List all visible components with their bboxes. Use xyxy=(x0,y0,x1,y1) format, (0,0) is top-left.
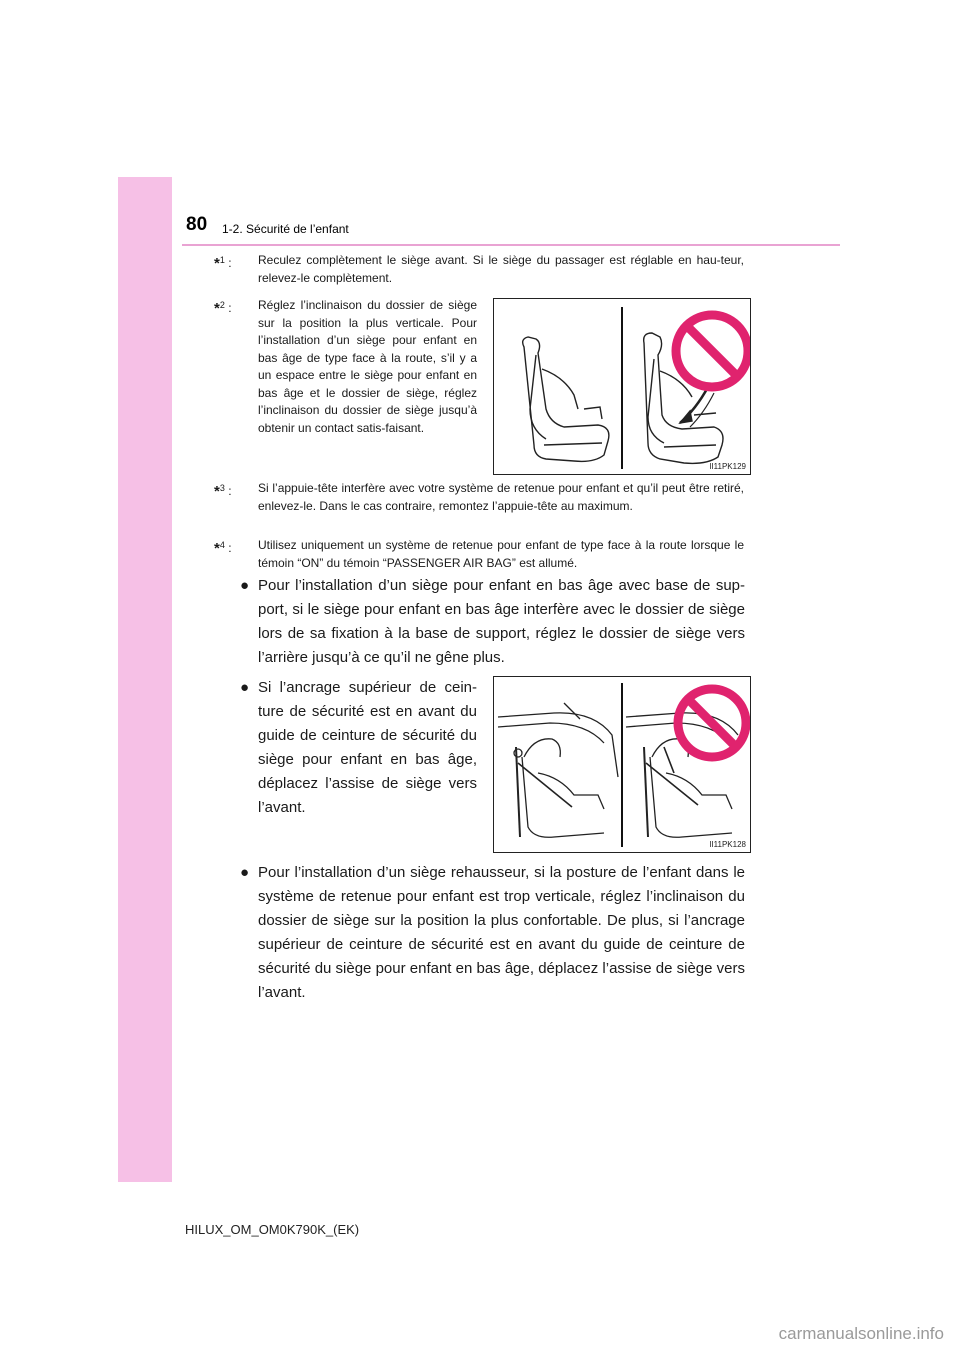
note-2-text: Réglez l’inclinaison du dossier de siège sur la position la plus verticale. Pour l’installation d’un siège pour enfant en bas âge de type face à la route, s’il y a un espace entre le siège pour enfant en bas âge et le dossier de siège, réglez l’inclinaison du dossier de siège jusqu’à obtenir un contact satis-faisant. xyxy=(258,298,477,435)
note-3-text: Si l’appuie-tête interfère avec votre système de retenue pour enfant et qu’il peut être retiré, enlevez-le. Dans le cas contraire, remontez l’appuie-tête au maximum. xyxy=(258,481,744,513)
note-3: *$^3$ : Si l’appuie-tête interfère avec votre système de retenue pour enfant et qu’il peut être retiré, enlevez-le. Dans le cas contraire, remontez l’appuie-tête au maximum. xyxy=(214,480,744,515)
page-number: 80 xyxy=(186,214,208,235)
figure-code: II11PK128 xyxy=(709,840,746,849)
note-2: *$^2$ : Réglez l’inclinaison du dossier de siège sur la position la plus verticale. Pour l’installation d’un siège pour enfant en bas âge de type face à la route, s’il y a un espace entre le siège pour enfant en bas âge et le dossier de siège, réglez l’inclinaison du dossier de siège jusqu’à obtenir un contact satis-faisant. xyxy=(214,297,477,437)
bullet-3-text: Pour l’installation d’un siège rehausseur, si la posture de l’enfant dans le système de retenue pour enfant est trop verticale, réglez l’inclinaison du dossier de siège sur la position la plus confortable. De plus, si l’ancrage supérieur de ceinture de sécurité est en avant du guide de ceinture de sécurité du siège pour enfant en bas âge, déplacez l’assise de siège vers l’avant. xyxy=(258,864,745,1001)
vehicle-seat-illustration xyxy=(494,677,750,852)
bullet-2 xyxy=(240,676,477,820)
bullet-1-text: Pour l’installation d’un siège pour enfant en bas âge avec base de sup-port, si le siège pour enfant en bas âge interfère avec le dossier de siège lors de sa fixation à la base de support, réglez le dossier de siège vers l’arrière jusqu’à ce qu’il ne gêne plus. xyxy=(258,577,745,666)
bullet-1 xyxy=(240,574,745,670)
bullet-2-text: Si l’ancrage supérieur de cein-ture de sécurité est en avant du guide de ceinture de sécurité du siège pour enfant en bas âge, déplacez l’assise de siège vers l’avant. xyxy=(258,679,477,816)
note-1: *$^1$ : Reculez complètement le siège avant. Si le siège du passager est réglable en hau-teur, relevez-le complètement. xyxy=(214,252,744,287)
watermark: carmanualsonline.info xyxy=(778,1324,944,1343)
note-4: *$^4$ : Utilisez uniquement un système de retenue pour enfant de type face à la route lorsque le témoin “ON” du témoin “PASSENGER AIR BAG” est allumé. xyxy=(214,537,744,572)
bullet-dot: ● xyxy=(240,679,250,696)
side-tab-band xyxy=(118,177,172,1182)
prohibited-icon xyxy=(676,315,748,387)
seat-illustration xyxy=(494,299,750,474)
bullet-3 xyxy=(240,861,745,1005)
figure-code: II11PK129 xyxy=(709,462,746,471)
note-1-text: Reculez complètement le siège avant. Si le siège du passager est réglable en hau-teur, relevez-le complètement. xyxy=(258,253,744,285)
header-divider xyxy=(182,244,840,246)
bullet-dot: ● xyxy=(240,864,250,881)
document-code: HILUX_OM_OM0K790K_(EK) xyxy=(185,1222,360,1237)
bullet-dot: ● xyxy=(240,577,250,594)
note-4-text: Utilisez uniquement un système de retenue pour enfant de type face à la route lorsque le témoin “ON” du témoin “PASSENGER AIR BAG” est allumé. xyxy=(258,538,744,570)
section-title: 1-2. Sécurité de l’enfant xyxy=(222,222,349,236)
figure-seatback-recline xyxy=(493,298,751,475)
figure-seat-cushion-forward xyxy=(493,676,751,853)
